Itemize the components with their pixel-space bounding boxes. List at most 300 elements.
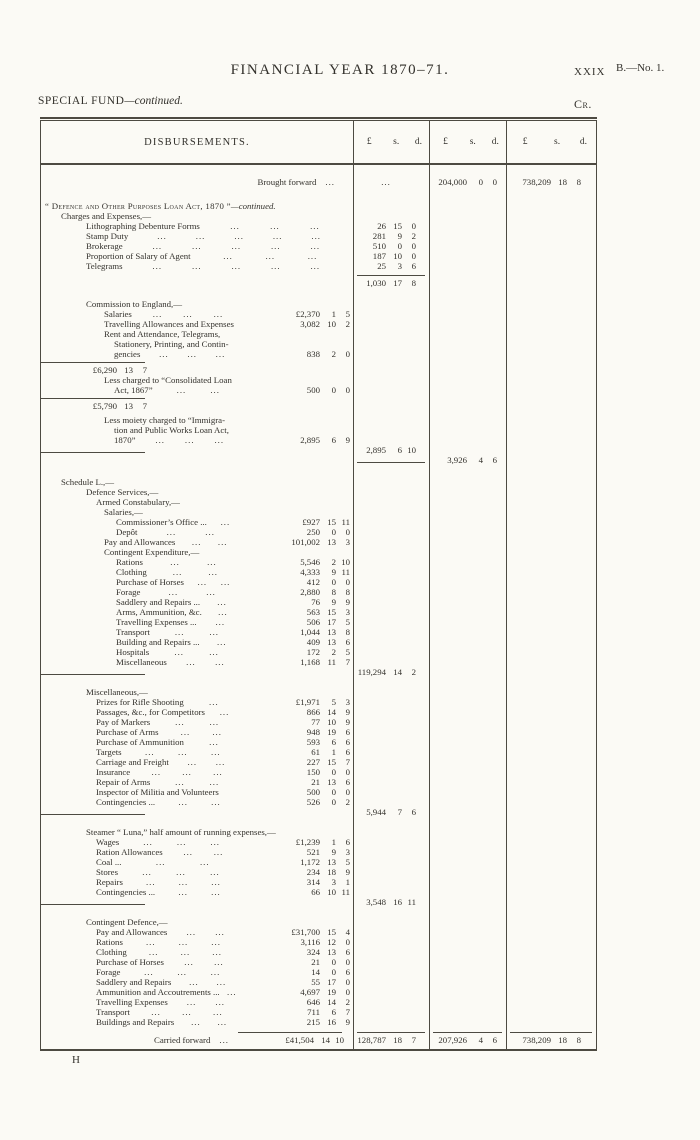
inner-amount (244, 617, 350, 627)
dot-group: ... (199, 857, 210, 867)
pence-value: 0 (345, 767, 350, 777)
row-label (41, 777, 244, 787)
inner-amount-value (244, 997, 350, 1007)
pounds-value: 101,002 (291, 537, 320, 547)
amount-cell-c3 (506, 867, 596, 877)
shillings-value: 9 (331, 847, 336, 857)
label-line (41, 947, 244, 957)
description-cell (41, 309, 353, 319)
dot-group: ... (197, 577, 208, 587)
label-line (41, 567, 244, 577)
shillings-value: 15 (393, 221, 402, 231)
label-text: Arms, Ammunition, &c. (116, 607, 202, 617)
shillings-value: 4 (478, 455, 483, 465)
row-label: Brought forward (257, 177, 317, 187)
inner-amount (41, 397, 147, 411)
row-label (41, 967, 244, 977)
inner-amount-value (244, 697, 350, 707)
pounds-value: 281 (372, 231, 386, 241)
amount-cell-c2 (429, 261, 506, 271)
row-label (41, 567, 244, 577)
shillings-value: 14 (321, 1035, 330, 1045)
amount-cell-c2 (429, 557, 506, 567)
amount-cell-c2 (429, 997, 506, 1007)
description-cell (41, 165, 353, 177)
inner-amount-value (244, 637, 350, 647)
amount-cell-c3 (506, 309, 596, 319)
pence-value: 9 (345, 435, 350, 445)
pence-value: 8 (576, 177, 581, 187)
pounds-value: £1,239 (295, 837, 320, 847)
label-text: Salaries (104, 309, 132, 319)
inner-amount-value (244, 777, 350, 787)
amount-cell-c3 (506, 807, 596, 817)
inner-amount (244, 527, 350, 537)
amount-cell-c1 (353, 497, 429, 507)
shillings-value: 11 (327, 657, 336, 667)
dot-leader (167, 927, 244, 937)
amount-cell-c2 (429, 231, 506, 241)
pounds-value: 204,000 (438, 177, 467, 187)
pounds-value: 738,209 (522, 1035, 551, 1045)
amount-cell-c2 (429, 727, 506, 737)
pence-value: 9 (345, 597, 350, 607)
description-cell (41, 987, 353, 997)
description-cell (41, 617, 353, 627)
inner-amount-value (244, 977, 350, 987)
dot-leader (119, 837, 244, 847)
amount-cell-c1 (353, 857, 429, 867)
pounds-value: £41,504 (285, 1035, 314, 1045)
description-cell (41, 947, 353, 957)
label-text: Inspector of Militia and Volunteers (96, 787, 219, 797)
table-row (41, 455, 596, 465)
amount-cell-c1 (353, 617, 429, 627)
pence-value: 0 (345, 987, 350, 997)
amount-cell-c1 (353, 937, 429, 947)
pounds-value: 21 (311, 957, 320, 967)
amount-cell-c2 (429, 777, 506, 787)
inner-amount (244, 977, 350, 987)
table-row (41, 997, 596, 1007)
inner-amount-value (244, 767, 350, 777)
row-label (41, 707, 244, 717)
dot-group: ... (210, 867, 220, 877)
description-cell (41, 877, 353, 887)
amount-cell-c1 (353, 597, 429, 607)
row-label (41, 299, 350, 309)
column-amount (354, 1035, 429, 1045)
inner-amount-value (244, 617, 350, 627)
amount-cell-c1 (353, 767, 429, 777)
pence-value: 2 (411, 667, 416, 677)
pounds-value: 409 (306, 637, 320, 647)
column-amount (354, 221, 429, 231)
amount-cell-c1 (353, 477, 429, 487)
amount-cell-c3 (506, 455, 596, 465)
inner-amount (244, 707, 350, 717)
sum-rule (238, 1032, 342, 1033)
dot-group: ... (215, 927, 225, 937)
amount-cell-c3 (506, 897, 596, 907)
dot-leader (143, 557, 244, 567)
row-label (41, 767, 244, 777)
description-cell (41, 557, 353, 567)
description-cell (41, 477, 353, 487)
dot-group: ... (155, 857, 166, 867)
shillings-value: 5 (331, 697, 336, 707)
pounds-value: 1,172 (300, 857, 320, 867)
pence-value: 0 (345, 787, 350, 797)
table-row (41, 757, 596, 767)
pence-value: 0 (345, 527, 350, 537)
amount-cell-c2 (429, 567, 506, 577)
pence-label: d. (414, 137, 423, 147)
dot-group: ... (212, 947, 222, 957)
amount-cell-c3 (506, 567, 596, 577)
table-row (41, 927, 596, 937)
inner-amount-value (244, 867, 350, 877)
description-cell (41, 657, 353, 667)
row-label: Carried forward (153, 1035, 211, 1045)
amount-cell-c3 (506, 1007, 596, 1017)
row-label (41, 497, 350, 507)
table-row (41, 231, 596, 241)
table-header-row (41, 121, 596, 165)
column-amount (354, 231, 429, 241)
label-text: 1870” (114, 435, 136, 445)
pounds-value: 3,548 (366, 897, 386, 907)
inner-amount-value (244, 657, 350, 667)
amount-cell-c2 (429, 917, 506, 927)
dot-group: ... (142, 867, 152, 877)
amount-cell-c3 (506, 727, 596, 737)
column-amount (354, 897, 429, 907)
amount-cell-c2 (429, 827, 506, 837)
dot-group: ... (152, 309, 163, 319)
column-amount (507, 177, 596, 187)
shillings-value: 9 (331, 597, 336, 607)
shillings-value: 10 (327, 887, 336, 897)
description-cell (41, 647, 353, 657)
description-cell (41, 547, 353, 557)
amount-cell-c3 (506, 251, 596, 261)
printer-signature-mark: H (72, 1054, 80, 1066)
pounds-value: 5,546 (300, 557, 320, 567)
description-cell (41, 957, 353, 967)
credit-abbreviation: Cr. (574, 97, 592, 111)
row-label (41, 627, 244, 637)
amount-cell-c1 (353, 288, 429, 299)
dot-group: ... (186, 927, 197, 937)
row-label (41, 507, 350, 517)
amount-cell-c1 (353, 657, 429, 667)
money-column-header-3 (506, 121, 596, 163)
description-cell (41, 221, 353, 231)
dot-group: ... (176, 385, 187, 395)
amount-cell-c1 (353, 817, 429, 827)
dot-group: ... (209, 697, 219, 707)
dot-group: ... (178, 747, 188, 757)
pence-value: 0 (345, 937, 350, 947)
pounds-value: 234 (306, 867, 320, 877)
label-line (41, 309, 244, 319)
dot-group: ... (175, 777, 185, 787)
amount-cell-c3 (506, 657, 596, 667)
amount-cell-c2 (429, 977, 506, 987)
amount-cell-c1 (353, 445, 429, 455)
amount-cell-c2 (429, 375, 506, 395)
shillings-value: 15 (327, 607, 336, 617)
label-text: Insurance (96, 767, 131, 777)
amount-cell-c1 (353, 517, 429, 527)
amount-cell-c1 (353, 231, 429, 241)
description-cell (41, 375, 353, 395)
sum-rule (510, 1032, 592, 1033)
amount-cell-c1 (353, 251, 429, 261)
spacer-row (41, 187, 596, 201)
amount-cell-c2 (429, 465, 506, 477)
amount-cell-c3 (506, 507, 596, 517)
amount-cell-c3 (506, 201, 596, 211)
amount-cell-c3 (506, 557, 596, 567)
label-line (41, 977, 244, 987)
dot-leader (205, 707, 244, 717)
row-label (41, 251, 350, 261)
pounds-value: 215 (306, 1017, 320, 1027)
shillings-value: 15 (327, 757, 336, 767)
inner-amount (244, 597, 350, 607)
label-text: Purchase of Ammunition (96, 737, 184, 747)
amount-cell-c1 (353, 757, 429, 767)
description-cell (41, 299, 353, 309)
amount-cell-c3 (506, 187, 596, 201)
table-row (41, 887, 596, 897)
amount-cell-c3 (506, 274, 596, 288)
table-row (41, 767, 596, 777)
row-label (41, 517, 244, 527)
pounds-value: 3,116 (300, 937, 320, 947)
inner-amount (244, 887, 350, 897)
label-text: Steamer “ Luna,” half amount of running expenses,— (86, 827, 276, 837)
dot-leader (175, 537, 244, 547)
dot-group: ... (218, 607, 228, 617)
label-text: Travelling Allowances and Expenses (104, 319, 234, 329)
amount-cell-c3 (506, 299, 596, 309)
label-text: Hospitals (116, 647, 150, 657)
document-reference: B.—No. 1. (616, 62, 665, 74)
sum-rule (41, 452, 145, 453)
amount-cell-c2 (429, 937, 506, 947)
table-body (41, 165, 596, 1049)
amount-cell-c3 (506, 627, 596, 637)
table-row (41, 361, 596, 375)
sum-rule (357, 1032, 425, 1033)
shillings-value: 18 (327, 867, 336, 877)
pounds-value: 2,895 (300, 435, 320, 445)
description-cell (41, 537, 353, 547)
dot-leader (123, 937, 244, 947)
description-cell (41, 1007, 353, 1017)
inner-amount (244, 319, 350, 329)
pence-value: 10 (341, 557, 350, 567)
table-row (41, 667, 596, 677)
amount-cell-c3 (506, 361, 596, 375)
row-label (41, 737, 244, 747)
description-cell (41, 917, 353, 927)
dot-group: ... (211, 797, 221, 807)
inner-amount-value (244, 717, 350, 727)
amount-cell-c1 (353, 577, 429, 587)
amount-cell-c3 (506, 537, 596, 547)
description-cell (41, 201, 353, 211)
dot-group: ... (215, 349, 226, 359)
dot-leader (325, 177, 335, 187)
dot-group: ... (219, 1035, 229, 1045)
amount-cell-c2 (429, 187, 506, 201)
label-text: Commission to England,— (86, 299, 183, 309)
inner-amount (244, 747, 350, 757)
dot-group: ... (178, 887, 188, 897)
shillings-value: 17 (327, 617, 336, 627)
dot-leader (127, 947, 244, 957)
dot-leader (153, 385, 244, 395)
label-line (41, 687, 350, 697)
amount-cell-c2 (429, 211, 506, 221)
dot-group: ... (216, 637, 227, 647)
row-label (41, 231, 350, 241)
description-cell (41, 797, 353, 807)
shillings-value: 10 (327, 717, 336, 727)
pence-value: 7 (345, 1007, 350, 1017)
amount-cell-c3 (506, 587, 596, 597)
amount-cell-c3 (506, 445, 596, 455)
table-row (41, 397, 596, 411)
spacer-row (41, 677, 596, 687)
pounds-value: 510 (372, 241, 386, 251)
table-row (41, 507, 596, 517)
amount-cell-c1 (353, 927, 429, 937)
dot-leader (168, 997, 244, 1007)
label-line (41, 537, 244, 547)
amount-cell-c3 (506, 787, 596, 797)
label-line (41, 727, 244, 737)
description-cell (41, 897, 353, 907)
table-row (41, 957, 596, 967)
amount-cell-c1 (353, 547, 429, 557)
amount-cell-c1 (353, 957, 429, 967)
label-line (41, 547, 350, 557)
shillings-value: 19 (327, 987, 336, 997)
description-cell (41, 231, 353, 241)
table-row (41, 637, 596, 647)
description-cell (41, 497, 353, 507)
table-row (41, 917, 596, 927)
description-cell (41, 177, 353, 187)
label-text: Passages, &c., for Competitors (96, 707, 205, 717)
pence-value: 6 (492, 1035, 497, 1045)
amount-cell-c2 (429, 637, 506, 647)
dot-group: ... (234, 231, 244, 241)
amount-cell-c1 (353, 557, 429, 567)
pounds-value: 1,044 (300, 627, 320, 637)
amount-cell-c2 (429, 677, 506, 687)
column-amount (354, 278, 429, 288)
inner-amount-value (244, 957, 350, 967)
table-row (41, 517, 596, 527)
column-amount (354, 251, 429, 261)
row-label (41, 415, 244, 445)
label-text: Lithographing Debenture Forms (86, 221, 200, 231)
description-cell (41, 977, 353, 987)
amount-cell-c3 (506, 577, 596, 587)
money-column-header-1 (353, 121, 429, 163)
dot-group: ... (227, 987, 237, 997)
amount-cell-c3 (506, 607, 596, 617)
amount-cell-c3 (506, 547, 596, 557)
shillings-value: 4 (478, 1035, 483, 1045)
pounds-value: 250 (306, 527, 320, 537)
amount-cell-c2 (429, 927, 506, 937)
pence-value: 6 (345, 747, 350, 757)
amount-cell-c3 (506, 937, 596, 947)
pounds-value: £927 (302, 517, 320, 527)
pence-value: 10 (335, 1035, 344, 1045)
amount-cell-c2 (429, 787, 506, 797)
amount-cell-c2 (429, 817, 506, 827)
dot-group: ... (155, 435, 166, 445)
inner-amount-value (244, 887, 350, 897)
amount-cell-c2 (429, 857, 506, 867)
table-row (41, 657, 596, 667)
amount-cell-c3 (506, 241, 596, 251)
label-line (41, 349, 244, 359)
column-amount (430, 1035, 506, 1045)
amount-cell-c2 (429, 577, 506, 587)
dot-leader (184, 697, 244, 707)
row-label (41, 947, 244, 957)
pence-value: 5 (345, 647, 350, 657)
dot-group: ... (175, 717, 185, 727)
shillings-value: 0 (331, 385, 336, 395)
label-line (41, 319, 244, 329)
amount-cell-c2 (429, 957, 506, 967)
amount-cell-c2 (429, 1045, 506, 1049)
label-text: Pay of Markers (96, 717, 151, 727)
shillings-value: 13 (124, 401, 133, 411)
amount-cell-c2 (429, 165, 506, 177)
label-text: Saddlery and Repairs ... (116, 597, 201, 607)
pence-value: 2 (345, 797, 350, 807)
amount-cell-c3 (506, 517, 596, 527)
table-row (41, 777, 596, 787)
pence-value: 6 (345, 837, 350, 847)
inner-amount (244, 787, 350, 797)
dot-group: ... (186, 997, 197, 1007)
amount-cell-c1 (353, 177, 429, 187)
table-row (41, 497, 596, 507)
amount-cell-c1 (353, 1031, 429, 1045)
dot-leader (140, 349, 244, 359)
label-text: Travelling Expenses (96, 997, 168, 1007)
row-label (41, 637, 244, 647)
table-row (41, 737, 596, 747)
dot-group: ... (325, 177, 335, 187)
dot-group: ... (191, 1017, 201, 1027)
label-text: Stamp Duty (86, 231, 129, 241)
dot-group: ... (210, 967, 221, 977)
label-line (41, 339, 244, 349)
